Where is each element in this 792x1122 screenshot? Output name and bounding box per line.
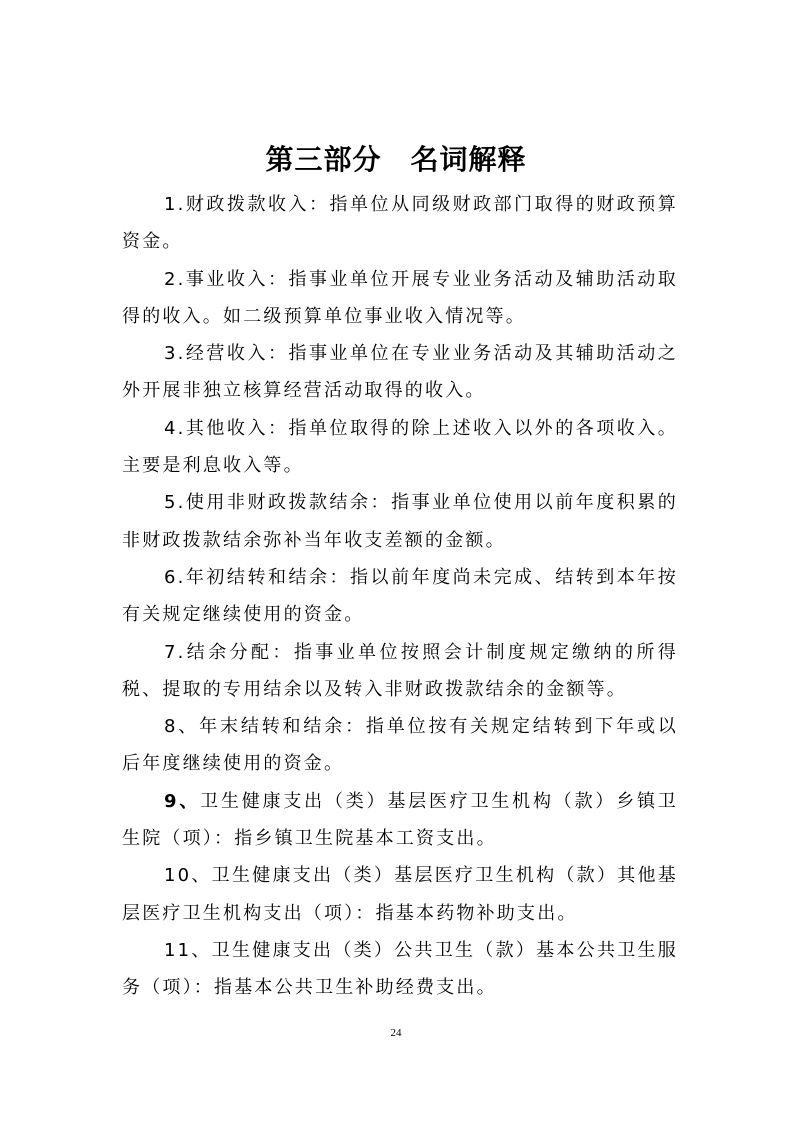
definition-paragraph bbox=[122, 634, 678, 709]
definition-paragraph bbox=[122, 857, 678, 932]
definition-text: 使用非财政拨款结余：指事业单位使用以前年度积累的非财政拨款结余弥补当年收支差额的金额。 bbox=[122, 492, 678, 551]
definition-text: 结余分配：指事业单位按照会计制度规定缴纳的所得税、提取的专用结余以及转入非财政拨款结余的金额等。 bbox=[122, 641, 678, 700]
item-number: 9、 bbox=[164, 790, 201, 812]
page-title: 第三部分 名词解释 bbox=[265, 143, 527, 176]
definition-text: 年初结转和结余：指以前年度尚未完成、结转到本年按有关规定继续使用的资金。 bbox=[122, 566, 678, 626]
item-number: 11、 bbox=[164, 939, 212, 961]
definition-paragraph bbox=[122, 261, 678, 336]
item-number: 10、 bbox=[164, 865, 212, 887]
definition-text: 经营收入：指事业单位在专业业务活动及其辅助活动之外开展非独立核算经营活动取得的收入。 bbox=[122, 343, 678, 402]
page-number: 24 bbox=[390, 1027, 402, 1039]
item-number: 1. bbox=[164, 194, 186, 215]
definition-text: 财政拨款收入：指单位从同级财政部门取得的财政预算资金。 bbox=[122, 194, 678, 253]
item-number: 2. bbox=[164, 268, 186, 290]
definition-paragraph bbox=[122, 410, 678, 485]
definitions-list bbox=[122, 186, 678, 1007]
definition-text: 年末结转和结余：指单位按有关规定结转到下年或以后年度继续使用的资金。 bbox=[122, 716, 678, 775]
definition-paragraph bbox=[122, 783, 678, 858]
definition-text: 卫生健康支出（类）公共卫生（款）基本公共卫生服务（项）：指基本公共卫生补助经费支出。 bbox=[122, 939, 678, 999]
definition-text: 卫生健康支出（类）基层医疗卫生机构（款）其他基层医疗卫生机构支出（项）：指基本药物补助支出。 bbox=[122, 865, 678, 924]
definition-paragraph bbox=[122, 186, 678, 261]
item-number: 8、 bbox=[164, 716, 200, 738]
item-number: 7. bbox=[164, 641, 186, 663]
definition-paragraph bbox=[122, 335, 678, 410]
definition-text: 其他收入：指单位取得的除上述收入以外的各项收入。主要是利息收入等。 bbox=[122, 417, 678, 477]
item-number: 3. bbox=[164, 343, 186, 365]
definition-text: 卫生健康支出（类）基层医疗卫生机构（款）乡镇卫生院（项）：指乡镇卫生院基本工资支出。 bbox=[122, 790, 678, 850]
definition-paragraph bbox=[122, 559, 678, 634]
definition-paragraph bbox=[122, 708, 678, 783]
item-number: 6. bbox=[164, 566, 186, 588]
definition-paragraph bbox=[122, 932, 678, 1007]
item-number: 4. bbox=[164, 417, 186, 439]
definition-text: 事业收入：指事业单位开展专业业务活动及辅助活动取得的收入。如二级预算单位事业收入情况等。 bbox=[122, 268, 678, 327]
item-number: 5. bbox=[164, 492, 186, 514]
definition-paragraph bbox=[122, 484, 678, 559]
